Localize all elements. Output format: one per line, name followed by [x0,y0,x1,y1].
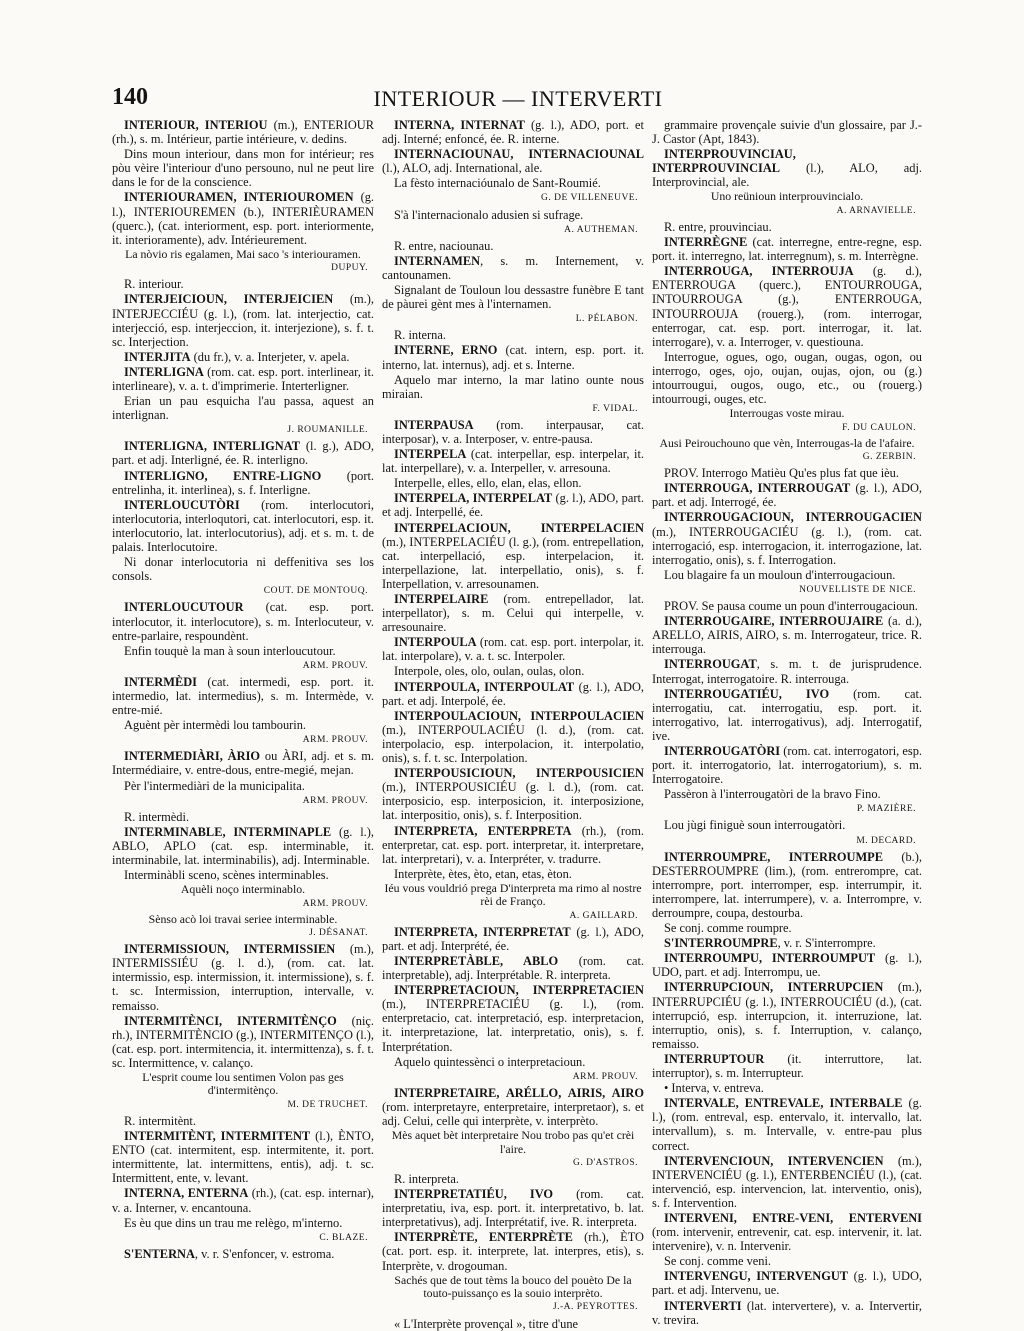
dictionary-entry [652,657,922,685]
entry-body: (l.), ÈNTO, ENTO (cat. intermitent, esp. intermitente, it. port. intermittente, lat. intermittens, entis), adj. t. sc. Intermittent, ente, v. levant. [112,1129,374,1186]
entry-headword: INTERMISSIOUN, INTERMISSIEN [124,942,336,957]
entry-text [652,1254,922,1268]
entry-text [382,867,644,881]
entry-body: (du fr.), v. a. Interjeter, v. apela. [190,349,350,364]
entry-headword: INTERROUGAIRE, INTERROUJAIRE [664,614,884,629]
dictionary-entry [382,1230,644,1272]
entry-body: Se conj. comme veni. [664,1254,772,1269]
entry-headword: INTERVERTI [664,1298,742,1313]
entry-text [382,328,644,342]
column-left [112,118,375,1261]
entry-text [382,664,644,678]
entry-headword: INTERPRETA, INTERPRETAT [394,924,571,939]
entry-body: (cat. intern, esp. port. it. interno, lat. internus), adj. et s. Interne. [382,343,644,372]
entry-body: (rom. cat. interrogatori, esp. port. it. interrogatorio, lat. interrogatorium), s. m. Interrogatoire. [652,743,922,787]
entry-headword: INTERNAMEN [394,253,481,268]
entry-body: Lou jùgi finiguè soun interrougatòri. [664,818,846,833]
column-right [652,118,923,1327]
entry-headword: INTERRÈGNE [664,235,748,250]
entry-headword: INTERVENCIOUN, INTERVENCIEN [664,1153,884,1168]
entry-body: (a. d.), ARELLO, AIRIS, AIRO, s. m. Interrogateur, trice. R. interrouga. [652,614,923,657]
entry-body: (cat. esp. port. interlocutor, it. interlocutore), s. m. Interlocuteur, v. entre-parlaire, respoundènt. [112,600,374,643]
verse-quotation: Sachés que de tout tèms la bouco del pouèto De la touto-puissanço es la souio interprèto. [394,1272,632,1301]
dictionary-entry [382,592,644,634]
entry-text [112,1216,374,1230]
entry-headword: INTERPRETÀBLE, ABLO [394,953,559,968]
dictionary-entry [652,510,922,566]
entry-headword: INTERJEICIOUN, INTERJEICIEN [124,292,334,307]
entry-body: Passèron à l'interrougatòri de la bravo Fino. [664,787,881,802]
verse-quotation: L'esprit coume lou sentimen Volon pas ges d'intermitènço. [142,1070,344,1098]
entry-body: Enfin touquè la man à soun interloucutour. [124,643,336,658]
quotation-author: M. DECARD. [856,835,916,846]
entry-body: (m.), INTERPOUSICIÉU (g. l. d.), (rom. cat. interposicio, esp. interposicion, it. interposizione, lat. interpositio, onis), s. f. Interposition. [382,780,644,823]
running-head: INTERIOUR — INTERVERTI [373,86,663,111]
entry-body: (g. l.), (rom. entreval, esp. entervalo, it. intervallo, lat. intervallum), s. m. Intervalle, v. entre-pau plus correct. [652,1096,922,1153]
dictionary-entry [112,942,374,1012]
dictionary-entry [112,1014,374,1070]
entry-body: Se conj. comme roumpre. [664,921,792,936]
entry-body: (g. l.), UDO, part. et adj. Interrompu, ue. [652,951,922,980]
dictionary-entry [112,365,374,393]
entry-body: (m.), INTERMISSIÉU (g. l. d.), (rom. cat. lat. intermissio, esp. intermission, it. intermissione), s. f. t. sc. Intermission, interruption, intervalle, v. remaisso. [112,942,374,1013]
quotation-author: M. DE TRUCHET. [287,1099,368,1110]
quotation-author: G. DE VILLENEUVE. [541,193,638,204]
quotation-author: ARM. PROUV. [302,898,368,909]
dictionary-entry [382,1187,644,1229]
entry-text [382,373,644,401]
dictionary-entry [652,614,922,656]
entry-headword: INTERPRETAIRE, ARÉLLO, AIRIS, AIRO [394,1085,644,1100]
entry-text [652,921,922,935]
entry-body: Interrogue, ogues, ogo, ougan, ougas, ogon, ou interrogo, oges, ojo, oujan, oujas, ojon, ou (g.) intourrougui, ougos, ougo, etc., ou (rouerg.) intourrougi, ouges, etc. [652,349,922,407]
entry-headword: INTERMEDIÀRI, ÀRIO [124,749,261,764]
entry-headword: INTERROUMPRE, INTERROUMPE [664,849,884,864]
entry-headword: INTERPOULA, INTERPOULAT [394,679,575,694]
entry-body: R. entre, prouvinciau. [664,219,772,234]
dictionary-entry [382,521,644,591]
entry-headword: S'ENTERNA [124,1246,195,1261]
entry-headword: INTERMITÈNT, INTERMITENT [124,1129,311,1144]
entry-body: « L'Interprète provençal », titre d'une [394,1316,579,1331]
entry-body: ou ÀRI, adj. et s. m. Intermédiaire, v. entre-dous, entre-megié, mejan. [112,749,375,778]
entry-body: (cat. intermedi, esp. port. it. intermedio, lat. intermedius), s. m. Intermède, v. entre-mié. [112,674,374,718]
entry-text [652,568,922,582]
quotation-author: F. VIDAL. [592,403,638,414]
entry-headword: INTERPRETA, ENTERPRETA [394,823,572,838]
quotation-author: J.-A. PEYROTTES. [552,1302,638,1313]
entry-headword: INTERLIGNA [124,364,204,379]
entry-body: (rom. interpausar, cat. interposar), v. a. Interposer, v. entre-pausa. [382,417,644,446]
entry-headword: INTERNE, ERNO [394,343,498,358]
dictionary-entry [112,1186,374,1214]
entry-body: La fèsto internacióunalo de Sant-Roumié. [394,176,601,191]
entry-text [652,1081,922,1095]
dictionary-entry [382,118,644,146]
dictionary-entry [382,343,644,371]
dictionary-entry [382,418,644,446]
quotation-author: J. DÉSANAT. [309,928,368,939]
dictionary-entry [382,254,644,282]
entry-body: , s. m. t. de jurisprudence. Interrogat, interrogatoire. R. interrouga. [652,657,922,686]
page-header [112,84,924,114]
dictionary-entry [652,1269,922,1297]
entry-body: S'à l'internacionalo adusien si sufrage. [394,207,584,222]
dictionary-entry [652,1299,922,1327]
verse-quotation: La nòvio ris egalamen, Mai saco 's interiouramen. [125,246,361,261]
entry-text [652,466,922,480]
entry-headword: INTERIOURAMEN, INTERIOUROMEN [124,190,354,205]
entry-body: (g. l.), ADO, part. et adj. Interpellé, ée. [382,491,644,520]
entry-body: (niç. rh.), INTERMITÈNCIO (g.), INTERMITENÇO (l.), (cat. esp. port. intermitencia, it. intermittenza), s. f. t. sc. Intermittence, v. calanço. [112,1013,374,1070]
entry-headword: INTERLOUCUTÒRI [124,497,240,512]
dictionary-entry [112,498,374,554]
verse-quotation: Uno reünioun interprouvincialo. [710,189,864,204]
entry-body: (m.), INTERROUGACIÉU (g. l.), (rom. cat. interrogació, esp. interrogacion, it. interrogazione, lat. interrogatio, onis), s. f. Interrogation. [652,524,922,567]
entry-headword: INTERMÈDI [124,674,197,689]
entry-headword: INTERLOUCUTOUR [124,600,244,615]
verse-quotation: Sènso acò loi travai seriee interminable. [148,911,338,926]
dictionary-entry [382,680,644,708]
entry-body: (g. l.), ABLO, APLO (cat. esp. interminable, it. interminabile, lat. interminabilis), adj. Interminable. [112,824,374,867]
entry-body: (l. g.), ADO, part. et adj. Interligné, ée. R. interligno. [112,439,375,468]
entry-headword: INTERPOUSICIOUN, INTERPOUSICIEN [394,766,644,781]
entry-body: (rom. intervenir, entrevenir, cat. esp. intervenir, it. lat. intervenire), v. n. Intervenir. [652,1225,922,1254]
dictionary-entry [382,983,644,1053]
entry-text [652,599,922,613]
entry-body: Interpelle, elles, ello, elan, elas, ellon. [394,476,582,491]
entry-body: Erian un pau esquicha l'au passa, aquest an interlignan. [112,394,374,423]
dictionary-entry [652,951,922,979]
dictionary-entry [382,766,644,822]
quotation-author: ARM. PROUV. [302,660,368,671]
dictionary-entry [652,936,922,950]
entry-text [112,1114,374,1128]
entry-headword: INTERPELAIRE [394,592,489,606]
quotation-author: C. BLAZE. [319,1232,368,1243]
entry-headword: INTERLIGNA, INTERLIGNAT [124,439,301,454]
entry-body: (rom. cat. esp. port. interpolar, it. lat. interpolare), v. a. t. sc. Interpoler. [382,635,644,664]
entry-headword: INTERPRETACIOUN, INTERPRETACIEN [394,983,644,998]
quotation-author: A. GAILLARD. [569,910,638,921]
entry-body: (rom. cat. interpretatiu, iva, esp. port. it. interpretativo, b. lat. interpretativus), adj. Interprétatif, ive. R. interpreta. [382,1187,644,1230]
entry-headword: INTERNACIOUNAU, INTERNACIOUNAL [394,147,644,162]
entry-headword: INTERJITA [124,349,191,364]
entry-body: Lou blagaire fa un mouloun d'interrougacioun. [664,567,896,582]
dictionary-entry [652,1052,922,1080]
dictionary-entry [382,925,644,953]
entry-body: , v. r. S'interrompre. [777,936,876,951]
verse-quotation: Iéu vous vouldrió prega D'interpreta ma rimo al nostre rèi de Franço. [384,880,642,909]
entry-body: (g. d.), ENTERROUGA (querc.), ENTOURROUGA, INTOURROUGA (g.), ENTERROUGA, INTOURROUJA (rouerg.), (rom. interrogar, enterrogar, cat. esp. port. interrogar, it. lat. interrogare), v. a. Interroger, v. questiouna. [652,264,922,349]
entry-text [382,208,644,222]
verse-quotation: Ausi Peirouchouno que vèn, Interrougas-la de l'afaire. [659,435,915,450]
entry-headword: INTERPROUVINCIAU, INTERPROUVINCIAL [652,147,796,176]
entry-headword: INTERPELACIOUN, INTERPELACIEN [394,520,644,535]
dictionary-entry [652,481,922,509]
entry-headword: INTERPRÈTE, ENTERPRÈTE [394,1230,573,1245]
quotation-author: COUT. DE MONTOUQ. [263,586,368,597]
entry-body: (m.), INTERVENCIÉU (g. l.), ENTERBENCIÉU (l.), (cat. intervenció, esp. intervencion, lat. interventio, onis), s. f. Intervention. [652,1153,922,1210]
quotation-author: G. D'ASTROS. [573,1157,638,1168]
entry-body: Signalant de Touloun lou dessastre funèbre E tant de pàurei gènt mes à l'internamen. [382,283,644,312]
dictionary-entry [112,1247,374,1261]
entry-headword: INTERMITÈNCI, INTERMITÈNÇO [124,1013,337,1028]
entry-body: (rom. interpretayre, enterpretaire, interpretaor), s. et adj. Celui, celle qui interprète, v. interprèto. [382,1099,644,1128]
entry-body: Aquelo mar interno, la mar latino ounte nous miraian. [382,372,644,401]
entry-body: R. entre, naciounau. [394,238,494,253]
entry-body: (rh.), (rom. enterpretar, cat. esp. port. interpretar, it. interpretare, lat. interpretari), v. a. Interpréter, v. tradurre. [382,823,644,866]
entry-body: (m.), INTERRUPCIÉU (g. l.), INTERROUCIÉU (d.), (cat. interrupció, esp. interrupcion, it. interruzione, lat. interruptio, onis), s. f. Interruption, v. calanço, remaisso. [652,980,922,1051]
entry-body: (l.), ALO, adj. Interprovincial, ale. [652,161,922,190]
entry-headword: INTERVENGU, INTERVENGUT [664,1269,849,1284]
entry-headword: INTERLIGNO, ENTRE-LIGNO [124,468,322,483]
entry-text [652,350,922,406]
entry-headword: INTERIOUR, INTERIOU [124,118,268,132]
entry-body: Aquelo quintessènci o interpretacioun. [394,1054,586,1069]
quotation-author: NOUVELLISTE DE NICE. [799,584,916,595]
entry-body: (port. entrelinha, it. interlinea), s. f. Interligne. [112,468,374,497]
entry-text [112,644,374,658]
entry-headword: INTERRUPTOUR [664,1051,765,1066]
dictionary-entry [382,954,644,982]
dictionary-entry [112,350,374,364]
entry-text [382,1172,644,1186]
entry-headword: INTERNA, INTERNAT [394,118,525,132]
entry-headword: INTERMINABLE, INTERMINAPLE [124,824,332,839]
entry-body: (rh.), (cat. esp. internar), v. a. Interner, v. encantouna. [112,1186,374,1215]
entry-text [112,147,374,189]
entry-body: (lat. intervertere), v. a. Intervertir, v. trevira. [652,1298,922,1327]
entry-body: (g. l.), INTERIOUREMEN (b.), INTERIÈURAMEN (querc.), (cat. interiorment, esp. port. interiormente, it. interioramente), adv. Intérieurement. [112,190,374,247]
dictionary-entry [652,744,922,786]
entry-body: (g. l.), ADO, port. et adj. Interné; enfoncé, ée. R. interne. [382,118,644,147]
entry-body: Interpole, oles, olo, oulan, oulas, olon. [394,664,585,679]
entry-text [112,718,374,732]
entry-headword: INTERROUMPU, INTERROUMPUT [664,951,876,966]
entry-headword: INTERROUGA, INTERROUJA [664,264,854,279]
quotation-author: A. AUTHEMAN. [564,224,638,235]
dictionary-entry [382,147,644,175]
dictionary-entry [382,491,644,519]
entry-text [382,476,644,490]
entry-body: (rom. cat. interrogatiu, cat. interrogatiu, esp. port. it. interrogativo, lat. interrogativus), adj. Interrogatif, ive. [652,686,922,743]
entry-body: (rh.), ÈTO (cat. port. esp. it. interprete, lat. interpres, etis), s. Interprète, v. drogouman. [382,1230,644,1273]
entry-text [652,787,922,801]
dictionary-entry [652,235,922,263]
dictionary-entry [382,709,644,765]
entry-body: • Interva, v. entreva. [664,1081,764,1096]
entry-headword: INTERPELA, INTERPELAT [394,491,553,506]
dictionary-entry [382,1086,644,1128]
entry-headword: INTERPELA [394,447,467,462]
quotation-author: ARM. PROUV. [572,1071,638,1082]
entry-headword: INTERROUGATIÉU, IVO [664,686,830,701]
dictionary-entry [652,147,922,189]
entry-body: (rom. cat. esp. port. interlinear, it. interlineare), v. a. t. d'imprimerie. Interterligner. [112,364,374,393]
entry-body: (m.), INTERJECCIÉU (g. l.), (rom. lat. interjectio, cat. interjecció, esp. interjeccion, it. interjezione), s. f. t. sc. Interjection. [112,292,375,349]
dictionary-entry [112,118,374,146]
entry-body: (b.), DESTERROUMPRE (lim.), (rom. entrerompre, cat. interrompre, port. interromper, esp. interrumpir, it. interrompere, lat. interrumpere), v. a. Interrompre, v. derroumpre, coupa, destourba. [652,849,922,920]
dictionary-entry [652,687,922,743]
entry-headword: INTERROUGACIOUN, INTERROUGACIEN [664,510,922,525]
entry-headword: INTERROUGATÒRI [664,743,781,758]
entry-headword: INTERPRETATIÉU, IVO [394,1187,554,1202]
entry-text [112,277,374,291]
quotation-author: G. ZERBIN. [862,452,916,463]
entry-text [382,1317,644,1331]
entry-body: R. intermitènt. [124,1113,196,1128]
dictionary-entry [382,824,644,866]
entry-body: Interprète, ètes, èto, etan, etas, èton. [394,866,572,881]
dictionary-entry [382,447,644,475]
quotation-author: DUPUY. [331,263,368,274]
entry-body: R. interpreta. [394,1172,460,1186]
dictionary-entry [652,1154,922,1210]
entry-body: Es èu que dins un trau me relègo, m'interno. [124,1215,343,1230]
dictionary-entry [112,469,374,497]
dictionary-entry [112,600,374,642]
dictionary-entry [112,190,374,246]
entry-body: Dins moun interiour, dans mon for intérieur; res pòu vèire l'interiour d'uno persouno, nul ne peut lire dans le for de la conscience. [112,147,374,190]
entry-body: (g. l.), ADO, part. et adj. Interrogé, ée. [652,481,923,510]
entry-headword: INTERVALE, ENTREVALE, INTERBALE [664,1096,903,1111]
entry-headword: S'INTERROUMPRE [664,936,778,951]
entry-text [652,220,922,234]
entry-body: R. interna. [394,328,446,343]
entry-headword: INTERPAUSA [394,417,474,432]
quotation-author: J. ROUMANILLE. [287,425,368,436]
entry-body: (g. l.), ADO, part. et adj. Interpolé, ée. [382,679,644,708]
entry-body: (cat. interregne, entre-regne, esp. port. it. interregno, lat. interregnum), s. m. Interrègne. [652,235,922,264]
dictionary-entry [382,635,644,663]
dictionary-entry [112,825,374,867]
entry-headword: INTERVENI, ENTRE-VENI, ENTERVENI [664,1210,922,1225]
entry-headword: INTERPOULA [394,635,477,650]
verse-quotation: Aquèli noço interminablo. [180,882,306,897]
entry-headword: INTERROUGA, INTERROUGAT [664,481,851,496]
dictionary-entry [112,675,374,717]
entry-body: (m.), INTERPRETACIÉU (g. l.), (rom. enterpretacio, cat. interpretació, esp. interpretacion, it. interpretazione, lat. interpretatio, onis), s. f. Interprétation. [382,997,644,1054]
entry-body: (m.), INTERPOULACIÉU (l. d.), (rom. cat. interpolacio, esp. interpolacion, it. interpolatio, onis), s. f. t. sc. Interpolation. [382,722,644,766]
quotation-author: ARM. PROUV. [302,795,368,806]
entry-body: R. interiour. [124,277,184,292]
dictionary-entry [652,264,922,349]
entry-text [652,818,922,832]
entry-body: , s. m. Internement, v. cantounamen. [382,253,644,282]
dictionary-entry [112,749,374,777]
quotation-author: L. PÉLABON. [575,314,638,325]
entry-body: (l.), ALO, adj. International, ale. [382,161,543,176]
dictionary-entry [112,439,374,467]
entry-text [112,555,374,583]
page-number: 140 [112,84,148,110]
entry-headword: INTERRUPCIOUN, INTERRUPCIEN [664,980,884,995]
entry-body: PROV. Interrogo Matièu Qu'es plus fat que ièu. [664,466,899,481]
entry-body: (it. interruttore, lat. interruptor), s. m. Interrupteur. [652,1051,922,1081]
dictionary-entry [652,850,922,920]
entry-text [112,394,374,422]
entry-body: , v. r. S'enfoncer, v. estroma. [194,1246,335,1261]
entry-headword: INTERROUGAT [664,657,757,672]
entry-body: (cat. interpellar, esp. interpelar, it. lat. interpellare), v. a. Interpeller, v. arresouna. [382,447,644,476]
entry-text [382,176,644,190]
entry-text [112,810,374,824]
entry-body: (rom. entrepellador, lat. interpellator), s. m. Celui qui interpelle, v. arresounaire. [382,592,644,635]
verse-quotation: Interrougas voste mirau. [729,406,845,421]
entry-body: (rom. interlocutori, interlocutoria, interloqutori, cat. interlocutori, esp. it. interlocutorio, lat. interlocutorius), adj. et s. m. t. de palais. Interlocutoire. [112,497,374,555]
dictionary-entry [652,1096,922,1152]
entry-headword: INTERPOULACIOUN, INTERPOULACIEN [394,708,644,723]
quotation-author: A. ARNAVIELLE. [836,205,916,216]
quotation-author: ARM. PROUV. [302,735,368,746]
entry-text [112,779,374,793]
entry-body: (m.), ENTERIOUR (rh.), s. m. Intérieur, partie intérieure, v. dedins. [112,118,374,147]
entry-headword: INTERNA, ENTERNA [124,1186,249,1201]
entry-body: grammaire provençale suivie d'un glossaire, par J.-J. Castor (Apt, 1843). [652,118,922,147]
entry-body: (rom. cat. interpretable), adj. Interprétable. R. interpreta. [382,953,644,983]
entry-text [382,1055,644,1069]
quotation-author: P. MAZIÈRE. [856,804,916,815]
entry-body: Interminàbli sceno, scènes interminables. [124,868,329,883]
entry-text [382,239,644,253]
verse-quotation: Mès aquet bèt interpretaire Nou trobo pas qu'et crèi l'aire. [391,1128,635,1156]
entry-body: (m.), INTERPELACIÉU (l. g.), (rom. entrepellation, cat. interpellació, esp. interpelacion, it. interpellazione, lat. interpellatio, onis), s. f. Interpellation, v. arresounamen. [382,534,644,591]
dictionary-entry [652,980,922,1050]
entry-body: Pèr l'intermediàri de la municipalita. [124,778,305,793]
quotation-author: F. DU CAULON. [842,422,916,433]
entry-body: (g. l.), UDO, part. et adj. Intervenu, ue. [652,1269,922,1298]
entry-text [112,868,374,882]
dictionary-entry [112,292,374,348]
column-middle [382,118,644,1331]
entry-body: Aguènt pèr intermèdi lou tambourin. [124,718,307,733]
entry-body: Ni donar interlocutoria ni deffenitiva ses los consols. [112,555,374,584]
entry-body: (g. l.), ADO, part. et adj. Interprété, ée. [382,924,644,953]
entry-body: R. intermèdi. [124,809,190,824]
dictionary-entry [652,1211,922,1253]
entry-body: PROV. Se pausa coume un poun d'interrougacioun. [664,599,918,614]
entry-text [382,283,644,311]
dictionary-entry [112,1129,374,1185]
entry-text [652,118,922,146]
